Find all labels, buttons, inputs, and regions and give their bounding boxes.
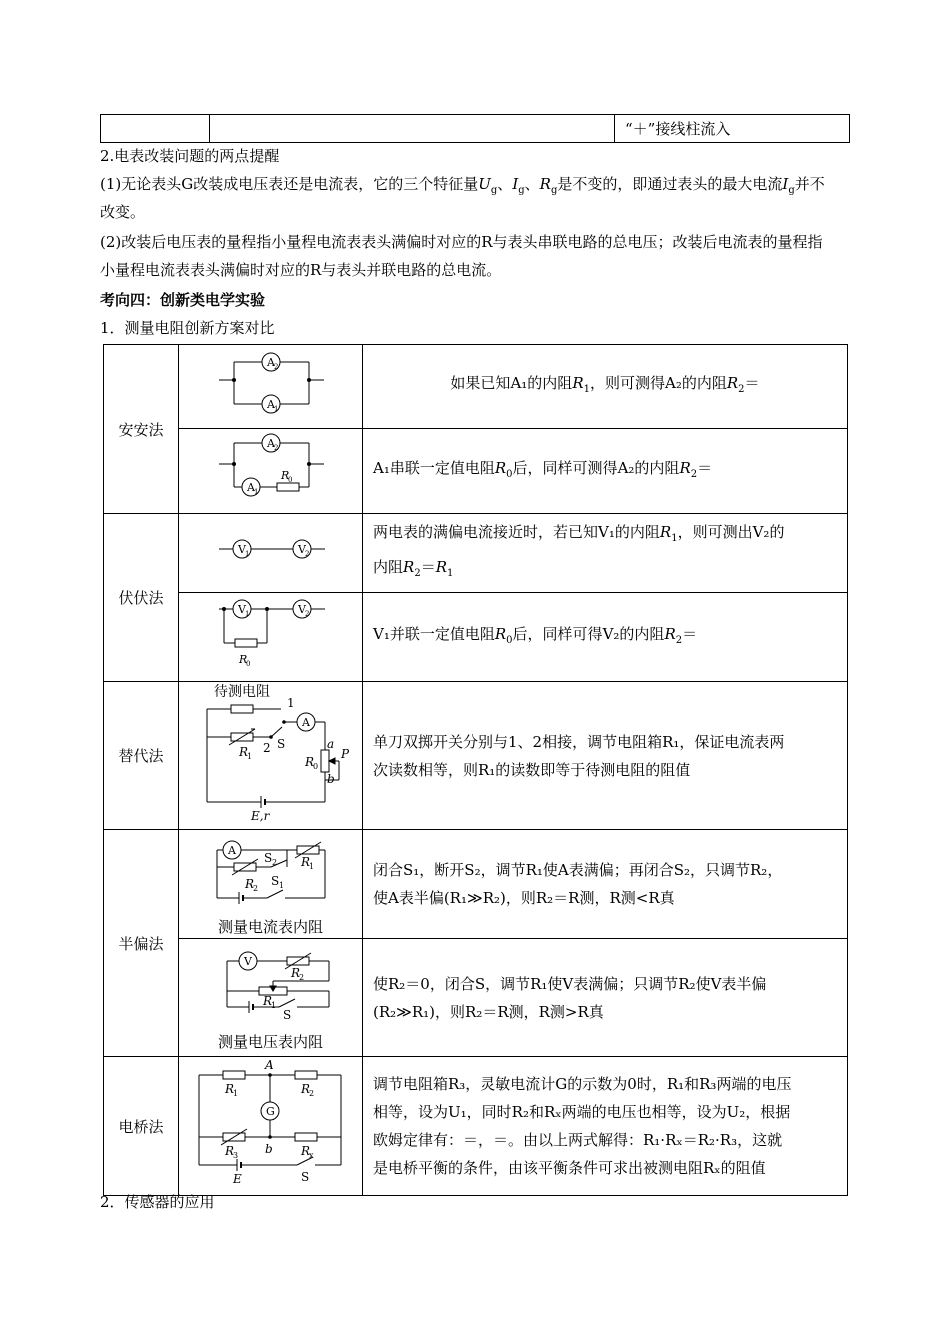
svg-text:S: S bbox=[301, 1170, 310, 1184]
svg-text:R: R bbox=[225, 1144, 235, 1158]
svg-text:A: A bbox=[265, 1058, 274, 1072]
meter-v1-icon: V₁ bbox=[598, 523, 615, 541]
desc-anan-2: A₁串联一定值电阻$R_0$后，同样可测得A₂的内阻$R_2=$ bbox=[363, 429, 848, 514]
svg-text:1: 1 bbox=[245, 550, 250, 558]
svg-text:R: R bbox=[301, 1082, 311, 1096]
circuit-banpian-ammeter bbox=[179, 832, 362, 912]
top-table-cell-3: “＋”接线柱流入 bbox=[615, 115, 850, 143]
section2-p1-line2: 改变。 bbox=[100, 203, 146, 221]
svg-text:2: 2 bbox=[272, 857, 278, 867]
figure-fufu-1 bbox=[179, 514, 363, 593]
method-anan: 安安法 bbox=[104, 345, 179, 514]
svg-text:0: 0 bbox=[288, 476, 293, 484]
svg-text:E: E bbox=[233, 1172, 242, 1186]
svg-text:A: A bbox=[267, 437, 275, 450]
svg-text:R: R bbox=[301, 854, 311, 869]
section4-sub2: 2．传感器的应用 bbox=[100, 1193, 215, 1211]
svg-text:3: 3 bbox=[233, 1151, 239, 1160]
figure-dianqiao bbox=[179, 1057, 363, 1196]
svg-text:2: 2 bbox=[274, 363, 279, 371]
top-table-cell-1 bbox=[101, 115, 210, 143]
svg-text:2: 2 bbox=[299, 973, 305, 982]
top-table-cell-2 bbox=[210, 115, 615, 143]
desc-tidai: 单刀双掷开关分别与1、2相接，调节电阻箱R₁，保证电流表两 次读数相等，则R₁的读数即等于待测电阻的阻值 bbox=[363, 682, 848, 830]
meter-a1-icon: A₁ bbox=[510, 374, 528, 392]
svg-text:1: 1 bbox=[287, 696, 295, 710]
circuit-anan-parallel bbox=[179, 345, 362, 424]
section2-p1-line1: (1)无论表头G改装成电压表还是电流表，它的三个特征量$U_g$、$I_g$、$R_g$是不变的，即通过表头的最大电流$I_g$并不 bbox=[100, 175, 825, 196]
figure-fufu-2 bbox=[179, 593, 363, 682]
svg-text:A: A bbox=[228, 843, 236, 857]
section4-heading: 考向四：创新类电学实验 bbox=[100, 291, 266, 309]
svg-text:2: 2 bbox=[263, 741, 271, 755]
svg-text:2: 2 bbox=[305, 610, 310, 618]
meter-v2-icon: V₂ bbox=[752, 523, 770, 541]
figure-tidai bbox=[179, 682, 363, 830]
svg-text:S: S bbox=[271, 873, 280, 888]
method-dianqiao: 电桥法 bbox=[104, 1057, 179, 1196]
circuit-banpian-voltmeter bbox=[179, 943, 362, 1027]
svg-text:2: 2 bbox=[253, 883, 259, 893]
svg-text:1: 1 bbox=[245, 610, 250, 618]
meter-a1-icon: A₁ bbox=[373, 458, 390, 477]
desc-fufu-2: V₁并联一定值电阻$R_0$后，同样可得V₂的内阻$R_2=$ bbox=[363, 593, 848, 682]
method-fufu: 伏伏法 bbox=[104, 514, 179, 682]
svg-text:V: V bbox=[298, 603, 306, 616]
desc-banpian-1: 闭合S₁，断开S₂，调节R₁使A表满偏；再闭合S₂，只调节R₂， 使A表半偏(R₁≫R₂)，则R₂＝R测，R测<R真 bbox=[363, 830, 848, 939]
circuit-bridge bbox=[179, 1057, 362, 1191]
svg-text:2: 2 bbox=[274, 444, 279, 452]
svg-text:R: R bbox=[301, 1144, 311, 1158]
desc-banpian-2: 使R₂＝0，闭合S，调节R₁使V表满偏；只调节R₂使V表半偏 (R₂≫R₁)，则R₂＝R测，R测>R真 bbox=[363, 939, 848, 1057]
svg-text:1: 1 bbox=[309, 861, 315, 871]
section2-heading: 2.电表改装问题的两点提醒 bbox=[100, 147, 280, 165]
section2-p2-line1: (2)改装后电压表的量程指小量程电流表表头满偏时对应的R与表头串联电路的总电压；改装后电流表的量程指 bbox=[100, 233, 823, 251]
svg-text:1: 1 bbox=[274, 405, 279, 413]
svg-text:V: V bbox=[238, 603, 246, 616]
svg-text:1: 1 bbox=[247, 752, 253, 761]
figure-anan-1 bbox=[179, 345, 363, 429]
figure-anan-2 bbox=[179, 429, 363, 514]
svg-text:R: R bbox=[291, 966, 301, 980]
svg-text:S: S bbox=[283, 1008, 292, 1022]
meter-a2-icon: A₂ bbox=[665, 374, 682, 392]
caption-ammeter: 测量电流表内阻 bbox=[217, 917, 323, 936]
circuit-tidai bbox=[179, 682, 362, 825]
svg-text:V: V bbox=[244, 955, 252, 968]
desc-dianqiao: 调节电阻箱R₃，灵敏电流计G的示数为0时，R₁和R₃两端的电压 相等，设为U₁，同时R₂和Rₓ两端的电压也相等，设为U₂，根据 欧姆定律有：＝，＝。由以上两式解得：R₁·Rₓ＝R₂·R₃，这就 是电桥平衡的条件，由该平衡条件可求出被测电阻Rₓ的阻值 bbox=[363, 1057, 848, 1196]
svg-text:A: A bbox=[267, 356, 275, 369]
desc-fufu-1: 两电表的满偏电流接近时，若已知V₁的内阻$R_1$，则可测出V₂的 内阻$R_2=R_1$ bbox=[363, 514, 848, 593]
svg-text:2: 2 bbox=[309, 1089, 315, 1098]
resistance-methods-table bbox=[103, 344, 848, 1196]
svg-text:R: R bbox=[239, 653, 248, 666]
svg-text:1: 1 bbox=[279, 880, 285, 890]
svg-text:V: V bbox=[298, 543, 306, 556]
meter-a2-icon: A₂ bbox=[617, 458, 635, 477]
svg-text:P: P bbox=[341, 747, 350, 761]
circuit-anan-series-r0 bbox=[179, 429, 362, 509]
caption-voltmeter: 测量电压表内阻 bbox=[217, 1033, 323, 1051]
svg-text:b: b bbox=[265, 1142, 273, 1156]
svg-text:0: 0 bbox=[246, 660, 251, 668]
svg-text:A: A bbox=[302, 716, 310, 729]
svg-text:1: 1 bbox=[254, 488, 259, 496]
desc-anan-1: 如果已知A₁的内阻$R_1$，则可测得A₂的内阻$R_2=$ bbox=[363, 345, 848, 429]
section2-p2-line2: 小量程电流表表头满偏时对应的R与表头并联电路的总电流。 bbox=[100, 261, 502, 279]
svg-text:1: 1 bbox=[233, 1089, 239, 1098]
svg-text:R: R bbox=[245, 876, 255, 891]
svg-text:2: 2 bbox=[305, 550, 310, 558]
svg-text:待测电阻: 待测电阻 bbox=[214, 684, 270, 700]
svg-text:G: G bbox=[266, 1105, 275, 1118]
svg-text:A: A bbox=[247, 481, 255, 494]
top-table bbox=[100, 114, 850, 143]
svg-text:a: a bbox=[327, 737, 335, 751]
figure-banpian-1 bbox=[179, 830, 363, 939]
svg-text:E,r: E,r bbox=[251, 809, 270, 823]
svg-text:R: R bbox=[225, 1082, 235, 1096]
svg-text:S: S bbox=[264, 850, 273, 865]
method-tidai: 替代法 bbox=[104, 682, 179, 830]
svg-text:A: A bbox=[267, 398, 275, 411]
svg-text:x: x bbox=[309, 1151, 314, 1160]
meter-v2-icon: V₂ bbox=[602, 624, 620, 643]
svg-text:S: S bbox=[277, 737, 286, 751]
circuit-fufu-series bbox=[179, 521, 362, 581]
svg-text:0: 0 bbox=[313, 762, 319, 771]
circuit-fufu-parallel-r0 bbox=[179, 593, 362, 677]
svg-text:R: R bbox=[305, 755, 315, 769]
figure-banpian-2 bbox=[179, 939, 363, 1057]
svg-text:R: R bbox=[281, 469, 290, 482]
svg-text:b: b bbox=[327, 772, 335, 786]
method-banpian: 半偏法 bbox=[104, 830, 179, 1057]
svg-text:R: R bbox=[239, 745, 249, 759]
meter-v1-icon: V₁ bbox=[373, 624, 390, 643]
section4-sub1: 1．测量电阻创新方案对比 bbox=[100, 319, 275, 337]
svg-text:1: 1 bbox=[271, 1001, 277, 1010]
svg-text:V: V bbox=[238, 543, 246, 556]
svg-text:R: R bbox=[263, 994, 273, 1008]
